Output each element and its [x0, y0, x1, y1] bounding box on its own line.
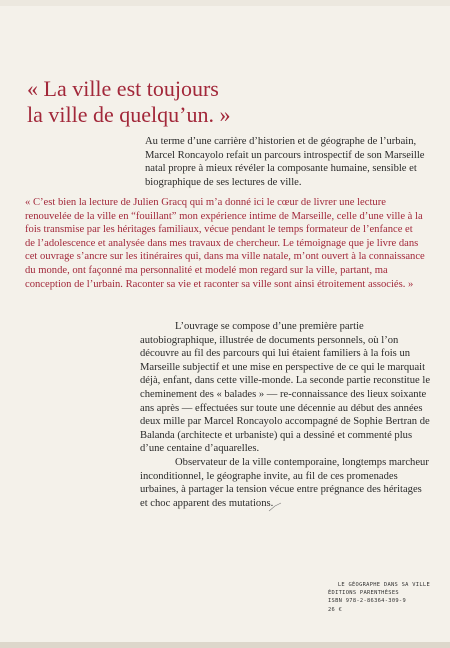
description-paragraph-2: Observateur de la ville contemporaine, longtemps marcheur inconditionnel, le géographe invite, au fil de ces promenades urbaines, à partager la tension vécue entre prégnance des héritages et choc apparent des mutations.	[140, 456, 429, 509]
bottom-edge	[0, 642, 450, 648]
top-edge	[0, 0, 450, 6]
title-quote-line-2: la ville de quelqu’un. »	[27, 102, 231, 127]
isbn: ISBN 978-2-86364-309-9	[328, 598, 406, 605]
title-quote-line-1: « La ville est toujours	[27, 76, 219, 101]
colophon	[300, 581, 430, 614]
description	[140, 320, 432, 510]
collection-name: LE GÉOGRAPHE DANS SA VILLE	[337, 582, 430, 588]
intro-paragraph: Au terme d’une carrière d’historien et de géographe de l’urbain, Marcel Roncayolo refait un parcours introspectif de son Marseille natal propre à mieux révéler la composante humaine, sensible et biographique de ses lectures de ville.	[145, 136, 425, 188]
author-quote: « C’est bien la lecture de Julien Gracq qui m’a donné ici le cœur de livrer une lecture renouvelée de la ville en “fouillant” mon expérience intime de Marseille, celle d’une ville à la fois transmise par les héritages familiaux, vécue pendant le temps formateur de l’enfance et de l’adolescence et analysée dans mes travaux de chercheur. Le témoignage que je livre dans cet ouvrage s’ancre sur les itinéraires qui, dans ma ville natale, m’ont ouvert à la connaissance du monde, ont façonné ma personnalité et modelé mon regard sur la ville, partant, ma conception de l’urbain. Raconter sa vie et raconter sa ville sont ainsi étroitement associés. »	[25, 197, 425, 290]
description-paragraph-1: L’ouvrage se compose d’une première partie autobiographique, illustrée de documents personnels, où l’on découvre au fil des parcours qui lui étaient familiers à la fois un Marseille subjectif et une mise en perspective de ce qui le marquait déjà, enfant, dans cette ville-monde. La seconde partie reconstitue le cheminement des « balades » — re-connaissance des lieux soixante ans après — effectuées sur toute une décennie au début des années deux mille par Marcel Roncayolo accompagné de Sophie Bertran de Balanda (architecte et urbaniste) qui a dessiné et commenté plus d’une centaine d’aquarelles.	[140, 321, 431, 455]
title-quote	[27, 76, 427, 128]
price: 26 €	[328, 606, 343, 613]
publisher-name: ÉDITIONS PARENTHÈSES	[328, 590, 399, 597]
pen-stroke-mark	[268, 502, 282, 512]
